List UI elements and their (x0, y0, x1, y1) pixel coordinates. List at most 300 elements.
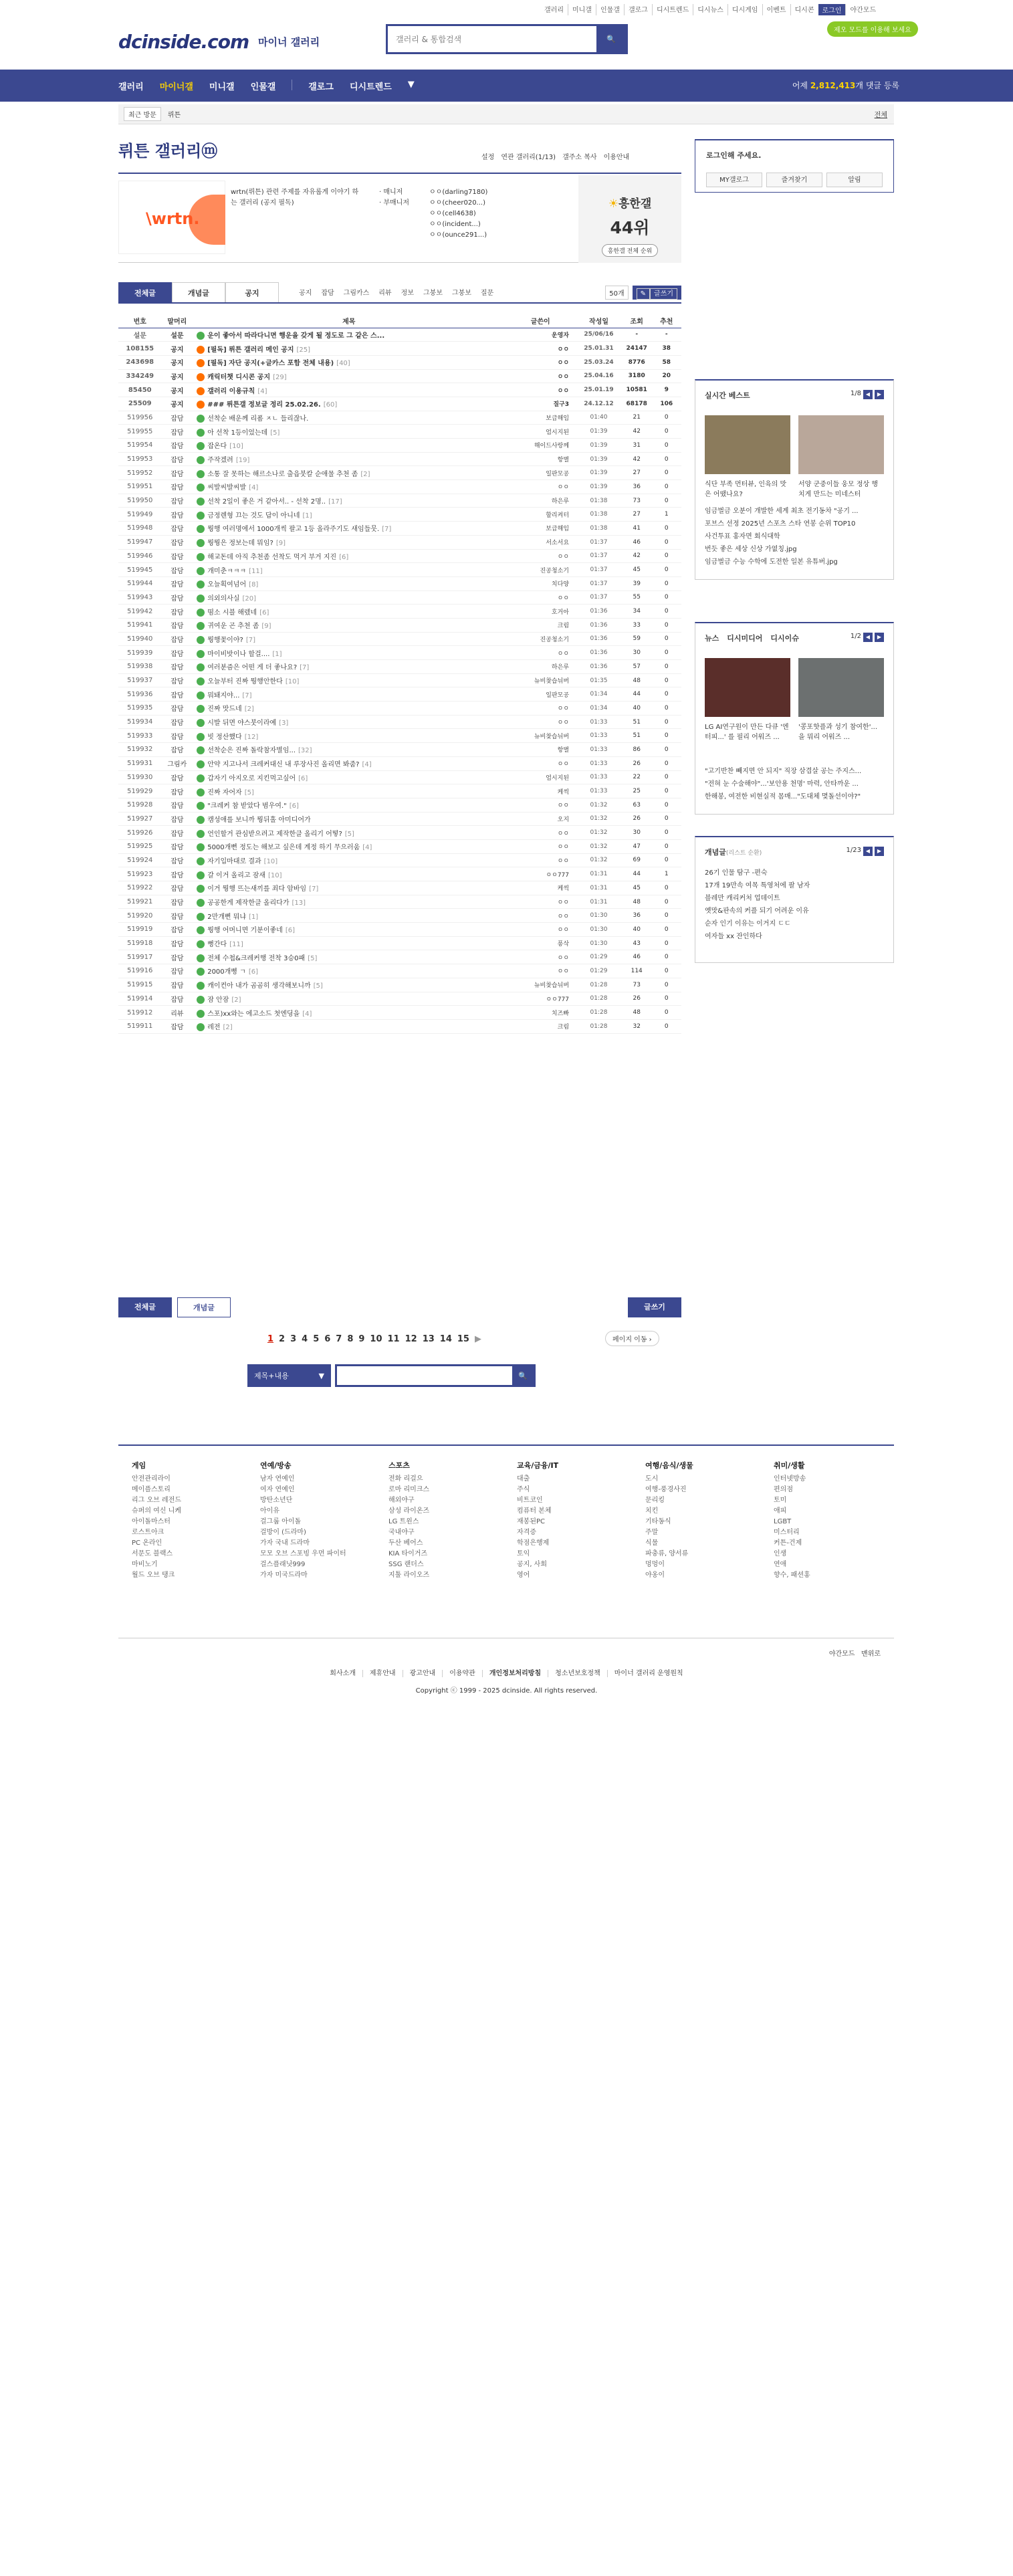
next-icon[interactable]: ▶ (875, 390, 884, 399)
footer-link[interactable]: 컴퓨터 본체 (517, 1507, 552, 1515)
post-writer[interactable]: ㅇㅇ (505, 646, 576, 660)
post-title[interactable]: 2만개뻔 뭐냐 (207, 913, 247, 921)
head-filter[interactable]: 리뷰 (378, 290, 392, 297)
page-link[interactable]: 4 (302, 1334, 308, 1344)
post-title[interactable]: 공공한게 제작한클 올리다가 (207, 899, 290, 907)
footer-link[interactable]: 남자 연예인 (260, 1475, 295, 1483)
bottom-search-button[interactable] (512, 1366, 534, 1385)
post-writer[interactable]: ㅇㅇ (505, 909, 576, 923)
recent-item[interactable]: 뤼튼 (167, 112, 181, 119)
post-title-cell[interactable] (193, 743, 505, 757)
bottom-recommend-button[interactable]: 개념글 (177, 1297, 231, 1317)
post-title[interactable]: 잡온다 (207, 443, 227, 451)
comment-count[interactable]: [6] (339, 553, 349, 561)
head-filter[interactable]: 그붕보 (451, 290, 471, 297)
post-title-cell[interactable] (193, 729, 505, 743)
post-title[interactable]: 빗 정산했다 (207, 733, 242, 741)
post-title-cell[interactable] (193, 770, 505, 784)
post-title-cell[interactable] (193, 839, 505, 853)
post-title[interactable]: 이거 뭥행 뜨는새끼를 죄다 암바임 (207, 885, 307, 893)
news-caption-2[interactable]: '콩포핫플과 성기 참여한'... 을 뭐리 어워즈 ... (798, 724, 877, 741)
realtime-item[interactable]: 사건투표 홍자면 회식대학 (705, 533, 780, 540)
post-writer[interactable]: ㅇㅇ (505, 839, 576, 853)
news-item[interactable]: "전혀 눈 수술해야"...'보안용 천명' 마력, 안타까운 ... (705, 780, 859, 788)
footer-link[interactable]: 도시 (645, 1475, 659, 1483)
footer-column-title[interactable]: 연예/방송 (260, 1461, 292, 1470)
head-filter[interactable]: 그붕보 (423, 290, 443, 297)
footer-link[interactable]: 청소년보호정책 (548, 1670, 607, 1677)
footer-link[interactable]: 공지, 사회 (517, 1561, 547, 1568)
post-writer[interactable]: ㅇㅇ (505, 715, 576, 729)
footer-link[interactable]: 로마 리미크스 (388, 1486, 430, 1493)
footer-link[interactable]: 치킨 (645, 1507, 659, 1515)
page-move-button[interactable]: 페이지 이동 › (605, 1331, 659, 1346)
util-link[interactable]: 인물갤 (596, 4, 624, 15)
gallery-tool[interactable]: 이용안내 (603, 154, 630, 161)
list-count-select[interactable]: 50개 (605, 286, 628, 300)
comment-count[interactable]: [40] (336, 360, 350, 368)
all-link[interactable]: 전체 (874, 112, 887, 119)
manager-name[interactable]: ㅇㅇ(incident...) (429, 221, 481, 228)
footer-link[interactable]: KIA 타이거즈 (388, 1550, 428, 1558)
footer-link[interactable]: 전화 리걸으 (388, 1475, 423, 1483)
footer-link[interactable]: LGBT (774, 1518, 792, 1525)
comment-count[interactable]: [8] (249, 581, 259, 589)
post-title[interactable]: 뭐돼지야... (207, 691, 240, 700)
post-writer[interactable]: 운영자 (505, 328, 576, 342)
head-filter[interactable]: 공지 (299, 290, 312, 297)
post-title-cell[interactable] (193, 950, 505, 964)
bottom-search-input[interactable] (335, 1364, 536, 1387)
post-writer[interactable]: ㅇㅇ (505, 853, 576, 867)
post-title[interactable]: 뭥행 여러명에서 1000개씩 팔고 1등 올라주기도 새임들뭇. (207, 526, 380, 534)
footer-link[interactable]: 방탄소년단 (260, 1497, 293, 1504)
util-link[interactable]: 디시콘 (790, 4, 818, 15)
post-title-cell[interactable] (193, 923, 505, 937)
comment-count[interactable]: [1] (302, 512, 312, 520)
footer-link[interactable]: 야옹이 (645, 1572, 665, 1579)
tab-all[interactable]: 전체글 (118, 282, 172, 302)
comment-count[interactable]: [2] (231, 996, 241, 1004)
post-title-cell[interactable] (193, 328, 505, 342)
footer-link[interactable]: 아이돌마스터 (132, 1518, 171, 1525)
comment-count[interactable]: [19] (235, 457, 250, 465)
post-title-cell[interactable] (193, 660, 505, 674)
footer-link[interactable]: 가자 미국드라마 (260, 1572, 308, 1579)
comment-count[interactable]: [6] (248, 968, 258, 976)
site-logo[interactable]: dcinside.com (118, 31, 249, 53)
post-writer[interactable]: 항별 (505, 743, 576, 757)
post-writer[interactable]: 할리켜터 (505, 508, 576, 522)
post-title[interactable]: 뻥간다 (207, 941, 227, 949)
concept-item[interactable]: 순자 인기 이유는 이거지 ㄷㄷ (705, 920, 791, 928)
realtime-item[interactable]: 임금벌금 수능 수학에 도전한 일본 유튜버.jpg (705, 558, 838, 566)
search-input[interactable] (388, 26, 596, 52)
footer-link[interactable]: 로스트아크 (132, 1529, 164, 1536)
post-title-cell[interactable] (193, 798, 505, 812)
post-title-cell[interactable] (193, 439, 505, 453)
comment-count[interactable]: [7] (309, 885, 319, 893)
comment-count[interactable]: [10] (263, 857, 278, 865)
footer-link[interactable]: 여행-풍경사진 (645, 1486, 687, 1493)
post-title-cell[interactable] (193, 397, 505, 411)
bottom-all-button[interactable]: 전체글 (118, 1297, 172, 1317)
login-button[interactable]: MY갤로그 (706, 173, 762, 187)
post-title-cell[interactable] (193, 812, 505, 826)
gallery-tool[interactable]: 연관 갤러리(1/13) (501, 154, 556, 161)
footer-link[interactable]: 토익 (517, 1550, 530, 1558)
head-filter[interactable]: 잡담 (321, 290, 334, 297)
concept-item[interactable]: 여자들 xx 잔인하다 (705, 933, 762, 940)
head-filter[interactable]: 정보 (401, 290, 414, 297)
post-title-cell[interactable] (193, 480, 505, 494)
util-link[interactable]: 디시뉴스 (693, 4, 727, 15)
post-writer[interactable]: ㅇㅇ (505, 950, 576, 964)
post-title-cell[interactable] (193, 383, 505, 397)
post-title[interactable]: 개미춘ㅋㅋㅋ (207, 567, 247, 575)
next-page-icon[interactable]: ▶ (474, 1334, 481, 1344)
post-title[interactable]: 오늘획여넘어 (207, 581, 247, 589)
post-title-cell[interactable] (193, 591, 505, 605)
post-writer[interactable]: 하은루 (505, 660, 576, 674)
post-title[interactable]: [필독] 뤼튼 갤러리 메인 공지 (207, 346, 294, 354)
util-link[interactable]: 갤러리 (544, 7, 564, 14)
post-writer[interactable]: 보급해임 (505, 522, 576, 536)
comment-count[interactable]: [4] (302, 1010, 312, 1018)
footer-link[interactable]: 아이유 (260, 1507, 279, 1515)
footer-link[interactable]: 메이플스토리 (132, 1486, 171, 1493)
comment-count[interactable]: [2] (244, 706, 254, 714)
post-title[interactable]: 자기입마대로 결과 (207, 857, 261, 865)
post-title-cell[interactable] (193, 895, 505, 909)
footer-link[interactable]: 주식 (517, 1486, 530, 1493)
post-title-cell[interactable] (193, 494, 505, 508)
footer-link[interactable]: 모모 오브 스포빙 우먼 파이터 (260, 1550, 346, 1558)
gallery-title[interactable]: 뤼튼 갤러리ⓜ (118, 142, 218, 160)
footer-link[interactable]: 파충류, 양서류 (645, 1550, 689, 1558)
post-title[interactable]: 선착순은 진짜 돌락참자별임... (207, 747, 296, 755)
post-writer[interactable]: 엄시지된 (505, 770, 576, 784)
util-link[interactable]: 이벤트 (762, 4, 790, 15)
search-type-select[interactable]: 제목+내용 ▼ (247, 1364, 331, 1387)
post-title[interactable]: 진짜 자어자 (207, 788, 242, 796)
post-writer[interactable]: 뉴비찾습뉘버 (505, 978, 576, 992)
post-title[interactable]: 갑자기 아지오로 지킨먹고싶어 (207, 774, 296, 782)
prev-icon[interactable]: ◀ (863, 390, 873, 399)
footer-column-title[interactable]: 게임 (132, 1461, 146, 1470)
post-writer[interactable]: 질구3 (505, 397, 576, 411)
post-title[interactable]: 안약 지고나서 크레커대신 내 루장사진 올리면 봐줌? (207, 761, 360, 769)
footer-link[interactable]: 애피 (774, 1507, 787, 1515)
post-title-cell[interactable] (193, 369, 505, 383)
comment-count[interactable]: [5] (344, 830, 354, 838)
post-title[interactable]: "크레커 참 받았다 범우여." (207, 802, 287, 811)
concept-item[interactable]: 블레만 캐리커처 업데이트 (705, 895, 780, 902)
page-link[interactable]: 11 (387, 1334, 400, 1344)
bottom-write-button[interactable]: 글쓰기 (628, 1297, 681, 1317)
post-title-cell[interactable] (193, 411, 505, 425)
page-link[interactable]: 9 (358, 1334, 365, 1344)
post-title-cell[interactable] (193, 909, 505, 923)
post-writer[interactable]: ㅇㅇ (505, 480, 576, 494)
manager-name[interactable]: ㅇㅇ(cheer020...) (429, 199, 485, 207)
footer-link[interactable]: 지툴 라이오즈 (388, 1572, 430, 1579)
footer-link[interactable]: 걸스플래닛999 (260, 1561, 306, 1568)
next-icon[interactable]: ▶ (875, 847, 884, 856)
footer-link[interactable]: 커튼-건제 (774, 1539, 802, 1547)
footer-link[interactable]: 식물 (645, 1539, 659, 1547)
post-writer[interactable]: ㅇㅇ (505, 549, 576, 563)
post-title-cell[interactable] (193, 673, 505, 687)
post-title-cell[interactable] (193, 563, 505, 577)
footer-link[interactable]: 삼성 라이온즈 (388, 1507, 430, 1515)
post-writer[interactable]: ㅇㅇ (505, 826, 576, 840)
post-title-cell[interactable] (193, 867, 505, 881)
comment-count[interactable]: [32] (298, 747, 312, 755)
prev-icon[interactable]: ◀ (863, 847, 873, 856)
post-title[interactable]: 뭥행꽃이야? (207, 636, 243, 644)
post-title-cell[interactable] (193, 355, 505, 369)
comment-count[interactable]: [6] (285, 927, 295, 935)
post-writer[interactable]: 크림 (505, 1019, 576, 1033)
footer-link[interactable]: 인생 (774, 1550, 787, 1558)
post-writer[interactable]: ㅇㅇ (505, 895, 576, 909)
footer-link[interactable]: 인터넷방송 (774, 1475, 806, 1483)
chevron-down-icon[interactable]: ▼ (407, 80, 415, 90)
top-link[interactable]: 맨위로 (861, 1650, 881, 1658)
footer-link[interactable]: 마이너 갤러리 운영원칙 (607, 1670, 690, 1677)
post-title[interactable]: 의외의사실 (207, 595, 240, 603)
comment-count[interactable]: [2] (223, 1024, 233, 1032)
footer-link[interactable]: 회사소개 (330, 1670, 356, 1677)
post-title[interactable]: 전체 수첩&크레커행 전착 3승0패 (207, 954, 306, 962)
post-writer[interactable]: 케씩 (505, 784, 576, 798)
post-writer[interactable]: ㅇㅇ (505, 756, 576, 770)
gallery-tool[interactable]: 갤주소 복사 (562, 154, 597, 161)
manager-name[interactable]: ㅇㅇ(darling7180) (429, 189, 488, 196)
footer-link[interactable]: 해외야구 (388, 1497, 415, 1504)
night-mode-link[interactable]: 야간모드 (828, 1650, 855, 1658)
post-title-cell[interactable] (193, 425, 505, 439)
util-link[interactable]: 미니갤 (568, 4, 596, 15)
post-title[interactable]: 잠 안잠 (207, 996, 229, 1004)
manager-name[interactable]: ㅇㅇ(cell4638) (429, 210, 476, 217)
post-title-cell[interactable] (193, 853, 505, 867)
post-title[interactable]: 금정렌형 끄는 것도 답이 아니네 (207, 512, 300, 520)
post-title-cell[interactable] (193, 508, 505, 522)
page-link[interactable]: 3 (290, 1334, 297, 1344)
post-title-cell[interactable] (193, 784, 505, 798)
footer-link[interactable]: 광고안내 (403, 1670, 443, 1677)
footer-link[interactable]: PC 온라인 (132, 1539, 162, 1547)
footer-link[interactable]: 이용약관 (442, 1670, 482, 1677)
news-caption-1[interactable]: LG AI연구원이 만든 다큐 '엔터피...' 를 필리 어워즈 ... (705, 724, 789, 741)
footer-link[interactable]: 주말 (645, 1529, 659, 1536)
site-logo-sub[interactable]: 마이너 갤러리 (258, 36, 320, 48)
realtime-thumb-2[interactable] (798, 415, 884, 474)
login-button[interactable]: 알림 (826, 173, 883, 187)
footer-column-title[interactable]: 스포츠 (388, 1461, 410, 1470)
post-writer[interactable]: ㅇㅇ (505, 923, 576, 937)
gnb-item[interactable]: 갤로그 (308, 82, 334, 92)
post-title-cell[interactable] (193, 1019, 505, 1033)
footer-link[interactable]: 여자 연예인 (260, 1486, 295, 1493)
comment-count[interactable]: [2] (360, 470, 370, 478)
post-writer[interactable]: 뉴비찾습뉘버 (505, 673, 576, 687)
comment-count[interactable]: [5] (244, 788, 254, 796)
comment-count[interactable]: [5] (270, 429, 280, 437)
post-title-cell[interactable] (193, 646, 505, 660)
util-link[interactable]: 디시게임 (727, 4, 762, 15)
post-title[interactable]: 스포)xx와는 에고소드 첫엔딩을 (207, 1010, 300, 1018)
comment-count[interactable]: [11] (249, 567, 263, 575)
post-title-cell[interactable] (193, 618, 505, 632)
page-link[interactable]: 12 (405, 1334, 417, 1344)
comment-count[interactable]: [4] (362, 844, 372, 852)
page-link[interactable]: 2 (279, 1334, 286, 1344)
realtime-caption-1[interactable]: 식단 부족 먼터뷰, 인육의 맛은 어땠나요? (705, 481, 787, 498)
post-title[interactable]: 오늘부터 진짜 뭥행안한다 (207, 678, 283, 686)
gallery-tool[interactable]: 설정 (481, 154, 495, 161)
footer-link[interactable]: LG 트윈스 (388, 1518, 419, 1525)
post-title[interactable]: 선착순 배운께 리폼 ㅈㄴ 들리잖나. (207, 415, 309, 423)
comment-count[interactable]: [20] (242, 595, 257, 603)
tab-notice[interactable]: 공지 (225, 282, 279, 302)
post-writer[interactable]: 호거아 (505, 605, 576, 619)
page-link[interactable]: 13 (422, 1334, 435, 1344)
comment-count[interactable]: [60] (323, 401, 338, 409)
post-title[interactable]: 소통 잘 못하는 해르소나로 출읍붓칼 순애물 추천 좀 (207, 470, 358, 478)
post-title-cell[interactable] (193, 576, 505, 591)
footer-link[interactable]: 자격증 (517, 1529, 536, 1536)
comment-count[interactable]: [11] (229, 941, 243, 949)
post-writer[interactable]: ㅇㅇ (505, 342, 576, 356)
post-title-cell[interactable] (193, 535, 505, 549)
page-link[interactable]: 5 (313, 1334, 320, 1344)
news-tab[interactable]: 디시미디어 (727, 634, 763, 643)
comment-count[interactable]: [1] (249, 913, 259, 921)
login-title[interactable]: 로그인해 주세요. (706, 151, 762, 160)
comment-count[interactable]: [25] (296, 346, 311, 354)
post-title[interactable]: 언인할거 관심받으려고 제작한클 올리기 어떻? (207, 830, 342, 838)
post-writer[interactable]: ㅇㅇ (505, 383, 576, 397)
post-title[interactable]: 캐이컨아 내가 곰곰히 생각해보니까 (207, 982, 311, 990)
footer-link[interactable]: 안전관리라이 (132, 1475, 171, 1483)
post-title-cell[interactable] (193, 1006, 505, 1020)
util-link[interactable]: 야간모드 (845, 4, 880, 15)
footer-link[interactable]: 비트코인 (517, 1497, 543, 1504)
post-writer[interactable]: ㅇㅇ (505, 355, 576, 369)
footer-link[interactable]: 서문도 블랙스 (132, 1550, 173, 1558)
realtime-thumb-1[interactable] (705, 415, 790, 474)
page-link[interactable]: 1 (267, 1334, 274, 1344)
post-writer[interactable]: 엄시지된 (505, 425, 576, 439)
post-writer[interactable]: 치다양 (505, 576, 576, 591)
news-thumb-2[interactable] (798, 658, 884, 717)
comment-count[interactable]: [5] (308, 954, 318, 962)
post-title-cell[interactable] (193, 702, 505, 716)
post-writer[interactable]: 서소서요 (505, 535, 576, 549)
post-title-cell[interactable] (193, 549, 505, 563)
footer-column-title[interactable]: 여행/음식/생물 (645, 1461, 693, 1470)
concept-item[interactable]: 17개 19만속 여목 특영처에 팔 남자 (705, 882, 810, 889)
post-title-cell[interactable] (193, 978, 505, 992)
footer-link[interactable]: 미스터리 (774, 1529, 800, 1536)
post-writer[interactable]: ㅇㅇ (505, 702, 576, 716)
post-title-cell[interactable] (193, 522, 505, 536)
footer-link[interactable]: 리그 오브 레전드 (132, 1497, 181, 1504)
util-link[interactable]: 로그인 (818, 4, 846, 15)
footer-link[interactable]: 마비노기 (132, 1561, 158, 1568)
post-writer[interactable]: 케씩 (505, 881, 576, 895)
post-title[interactable]: 떰소 시블 해렜네 (207, 609, 257, 617)
post-title-cell[interactable] (193, 715, 505, 729)
footer-link[interactable]: 학점은행제 (517, 1539, 550, 1547)
footer-link[interactable]: 문리킹 (645, 1497, 665, 1504)
post-title-cell[interactable] (193, 466, 505, 480)
write-button-top[interactable]: ✎ 글쓰기 (633, 286, 681, 300)
post-writer[interactable]: ㅇㅇ (505, 369, 576, 383)
search-button[interactable] (596, 26, 626, 52)
comment-count[interactable]: [4] (257, 387, 267, 395)
recent-visit-button[interactable]: 최근 방문 (124, 107, 161, 121)
gnb-item[interactable]: 마이너갤 (159, 82, 193, 92)
head-filter[interactable]: 질문 (480, 290, 494, 297)
post-title-cell[interactable] (193, 632, 505, 646)
comment-count[interactable]: [10] (268, 871, 282, 879)
comment-count[interactable]: [10] (285, 678, 300, 686)
post-title[interactable]: 갈 이거 올리고 잠새 (207, 871, 266, 879)
realtime-item[interactable]: 번듯 좋은 세상 신상 가엾칭.jpg (705, 546, 797, 553)
post-title[interactable]: 마이비밧이나 할걸.... (207, 650, 270, 658)
footer-link[interactable]: 개인정보처리방침 (482, 1670, 548, 1677)
post-title[interactable]: [필독] 자단 공지(+글카스 포함 전체 내용) (207, 360, 334, 368)
post-title-cell[interactable] (193, 342, 505, 356)
post-title[interactable]: 운이 좋아서 따라다니면 행운을 갖게 될 정도로 그 같은 스... (207, 332, 385, 340)
post-writer[interactable]: 진공청소기 (505, 632, 576, 646)
news-tab[interactable]: 디시이슈 (770, 634, 799, 643)
promo-badge[interactable]: 제오 모드를 이용해 보세요 (827, 21, 918, 37)
page-link[interactable]: 6 (324, 1334, 331, 1344)
comment-count[interactable]: [6] (259, 609, 269, 617)
post-writer[interactable]: ㅇㅇ (505, 798, 576, 812)
footer-link[interactable]: 멍멍이 (645, 1561, 665, 1568)
news-thumb-1[interactable] (705, 658, 790, 717)
login-button[interactable]: 즐겨찾기 (766, 173, 822, 187)
post-writer[interactable]: 해이드사랑께 (505, 439, 576, 453)
manager-name[interactable]: ㅇㅇ(ounce291...) (429, 231, 487, 239)
post-writer[interactable]: 크림 (505, 618, 576, 632)
comment-count[interactable]: [10] (229, 443, 243, 451)
news-tab[interactable]: 뉴스 (705, 634, 719, 643)
comment-count[interactable]: [12] (244, 733, 259, 741)
footer-link[interactable]: 영어 (517, 1572, 530, 1579)
concept-item[interactable]: 옛맛&판속의 커플 되기 어려운 이유 (705, 907, 809, 915)
post-title[interactable]: 캠성애를 보니까 뭥뒤홀 아미디어가 (207, 816, 311, 824)
comment-count[interactable]: [13] (292, 899, 306, 907)
comment-count[interactable]: [1] (272, 650, 282, 658)
gnb-item[interactable]: 갤러리 (118, 82, 144, 92)
post-title[interactable]: 씨발씨발씨발 (207, 484, 247, 492)
post-title[interactable]: ### 뤼튼갤 정보글 정리 25.02.26. (207, 401, 321, 409)
page-link[interactable]: 7 (336, 1334, 342, 1344)
post-writer[interactable]: 진공청소기 (505, 563, 576, 577)
concept-item[interactable]: 26기 인물 탐구 -편숙 (705, 869, 768, 877)
post-title-cell[interactable] (193, 826, 505, 840)
post-title-cell[interactable] (193, 687, 505, 702)
realtime-item[interactable]: 임금벌금 오분이 개발한 세계 최초 전기동차 "공기 ... (705, 508, 859, 515)
realtime-item[interactable]: 포브스 선정 2025년 스포츠 스타 연봉 순위 TOP10 (705, 520, 856, 528)
